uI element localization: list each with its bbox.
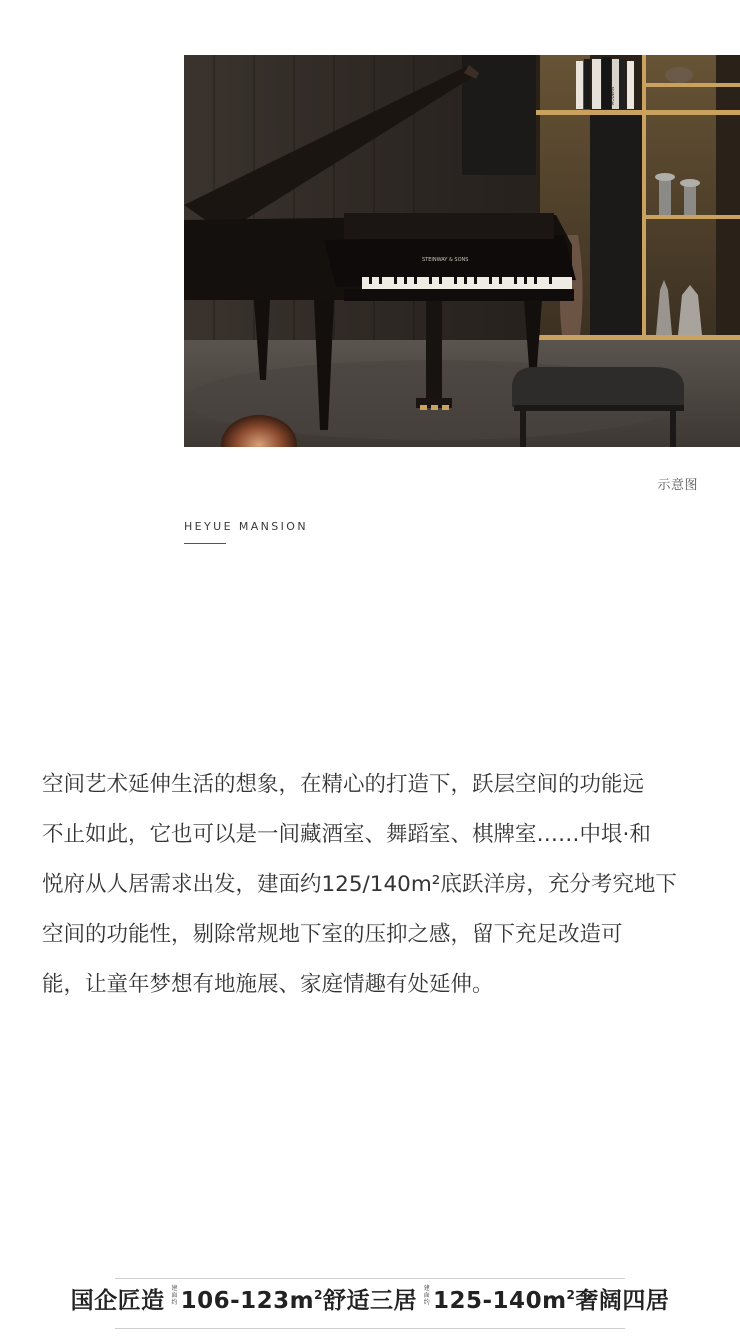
paragraph-line: 能，让童年梦想有地施展、家庭情趣有处延伸。: [42, 972, 494, 997]
layout-type-2: 奢阔四居: [575, 1288, 670, 1314]
image-caption: 示意图: [657, 478, 698, 493]
paragraph-line: 空间的功能性，剔除常规地下室的压抑之感，留下充足改造可: [42, 922, 623, 947]
book-title-label: MODERN: [610, 87, 615, 105]
grand-piano-icon: [184, 55, 740, 447]
area-unit-sup-2: 2: [566, 1288, 576, 1302]
area-prefix-1: 建面约: [171, 1285, 178, 1306]
article-paragraph: [42, 760, 702, 1010]
footer-slogan: [0, 1282, 740, 1315]
piano-brand-label: STEINWAY & SONS: [422, 257, 469, 263]
area-range-1: 106-123m: [180, 1288, 315, 1314]
footer-lead: 国企匠造: [70, 1288, 165, 1314]
area-prefix-2: 建面约: [423, 1285, 431, 1306]
layout-type-1: 舒适三居: [323, 1288, 417, 1314]
piano-interior-photo: [184, 55, 740, 447]
paragraph-line: 空间艺术延伸生活的想象，在精心的打造下，跃层空间的功能远: [42, 772, 645, 797]
paragraph-line: 悦府从人居需求出发，建面约125/140m²底跃洋房，充分考究地下: [42, 872, 677, 897]
brand-underline: [184, 543, 226, 544]
brand-label: HEYUE MANSION: [184, 520, 308, 533]
area-range-2: 125-140m: [433, 1288, 567, 1314]
footer-rule-top: [115, 1278, 625, 1279]
paragraph-line: 不止如此，它也可以是一间藏酒室、舞蹈室、棋牌室……中垠·和: [42, 822, 651, 847]
area-unit-sup-1: 2: [314, 1288, 323, 1302]
footer-rule-bottom: [115, 1328, 625, 1329]
